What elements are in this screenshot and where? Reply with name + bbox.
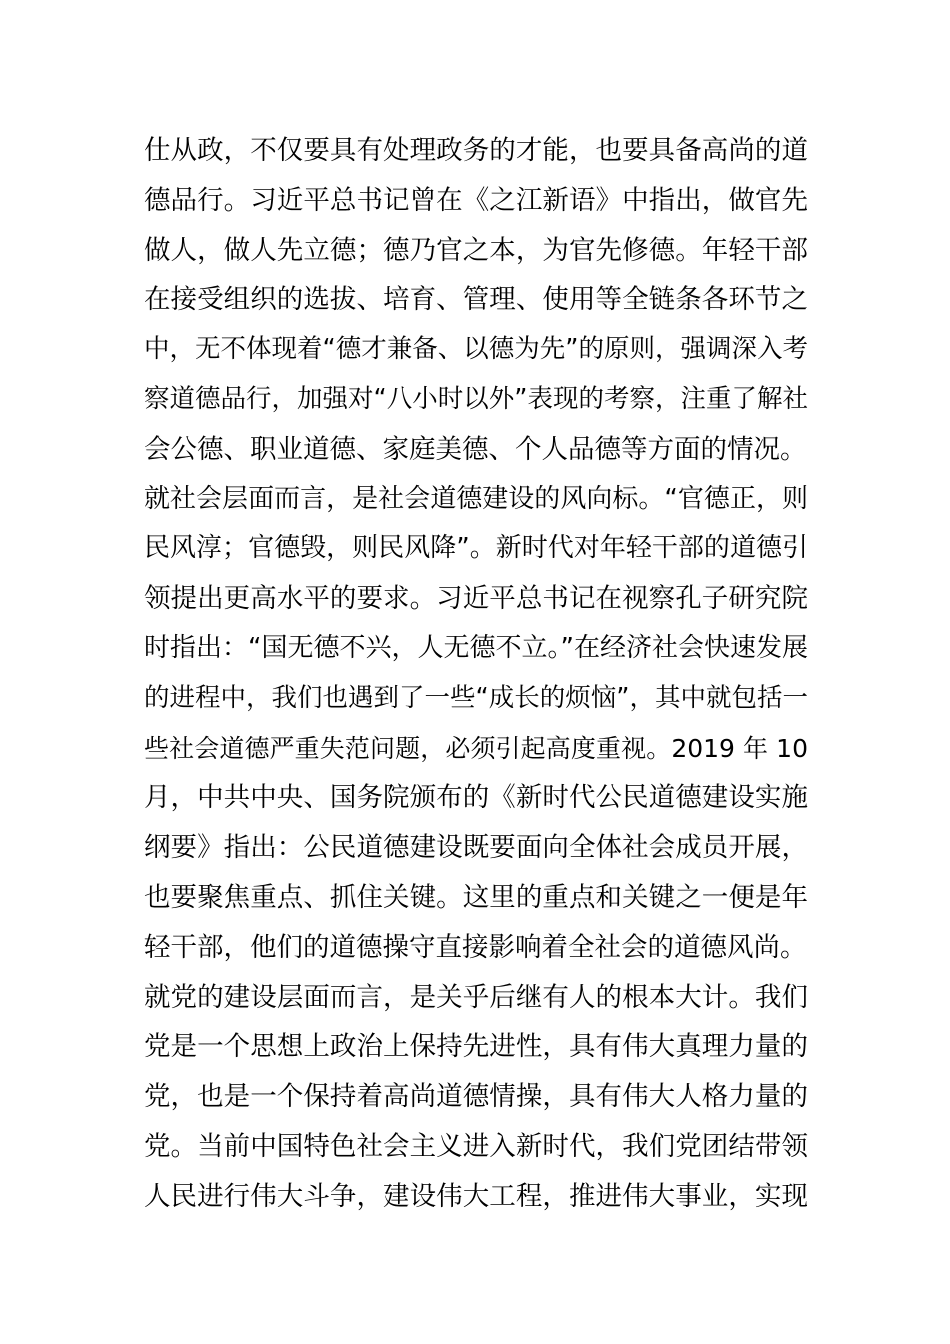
text-line: 些社会道德严重失范问题，必须引起高度重视。2019 年 10: [144, 733, 808, 763]
text-line: 时指出：“国无德不兴，人无德不立。”在经济社会快速发展: [144, 632, 808, 663]
text-line: 做人，做人先立德；德乃官之本，为官先修德。年轻干部: [144, 234, 808, 266]
text-line: 的进程中，我们也遇到了一些“成长的烦恼”，其中就包括一: [144, 682, 808, 713]
text-line: 中，无不体现着“德才兼备、以德为先”的原则，强调深入考: [144, 334, 808, 365]
text-line: 也要聚焦重点、抓住关键。这里的重点和关键之一便是年: [144, 881, 808, 913]
text-line: 在接受组织的选拔、培育、管理、使用等全链条各环节之: [144, 284, 808, 316]
text-line: 人民进行伟大斗争，建设伟大工程，推进伟大事业，实现: [144, 1180, 808, 1212]
text-line: 月，中共中央、国务院颁布的《新时代公民道德建设实施: [144, 782, 808, 814]
text-line: 就党的建设层面而言，是关乎后继有人的根本大计。我们: [144, 981, 808, 1013]
text-line: 纲要》指出：公民道德建设既要面向全体社会成员开展，: [144, 832, 808, 864]
text-line: 领提出更高水平的要求。习近平总书记在视察孔子研究院: [144, 583, 808, 615]
text-line: 会公德、职业道德、家庭美德、个人品德等方面的情况。: [144, 433, 807, 465]
text-line: 就社会层面而言，是社会道德建设的风向标。“官德正，则: [144, 483, 808, 514]
text-line: 轻干部，他们的道德操守直接影响着全社会的道德风尚。: [144, 931, 807, 963]
text-line: 党。当前中国特色社会主义进入新时代，我们党团结带领: [144, 1130, 808, 1162]
text-line: 党，也是一个保持着高尚道德情操，具有伟大人格力量的: [144, 1081, 808, 1113]
text-line: 民风淳；官德毁，则民风降”。新时代对年轻干部的道德引: [144, 533, 808, 564]
document-body: [144, 126, 808, 1222]
text-line: 德品行。习近平总书记曾在《之江新语》中指出，做官先: [144, 184, 808, 216]
text-line: 仕从政，不仅要具有处理政务的才能，也要具备高尚的道: [144, 135, 808, 166]
text-line: 党是一个思想上政治上保持先进性，具有伟大真理力量的: [144, 1031, 808, 1063]
text-line: 察道德品行，加强对“八小时以外”表现的考察，注重了解社: [144, 383, 808, 414]
